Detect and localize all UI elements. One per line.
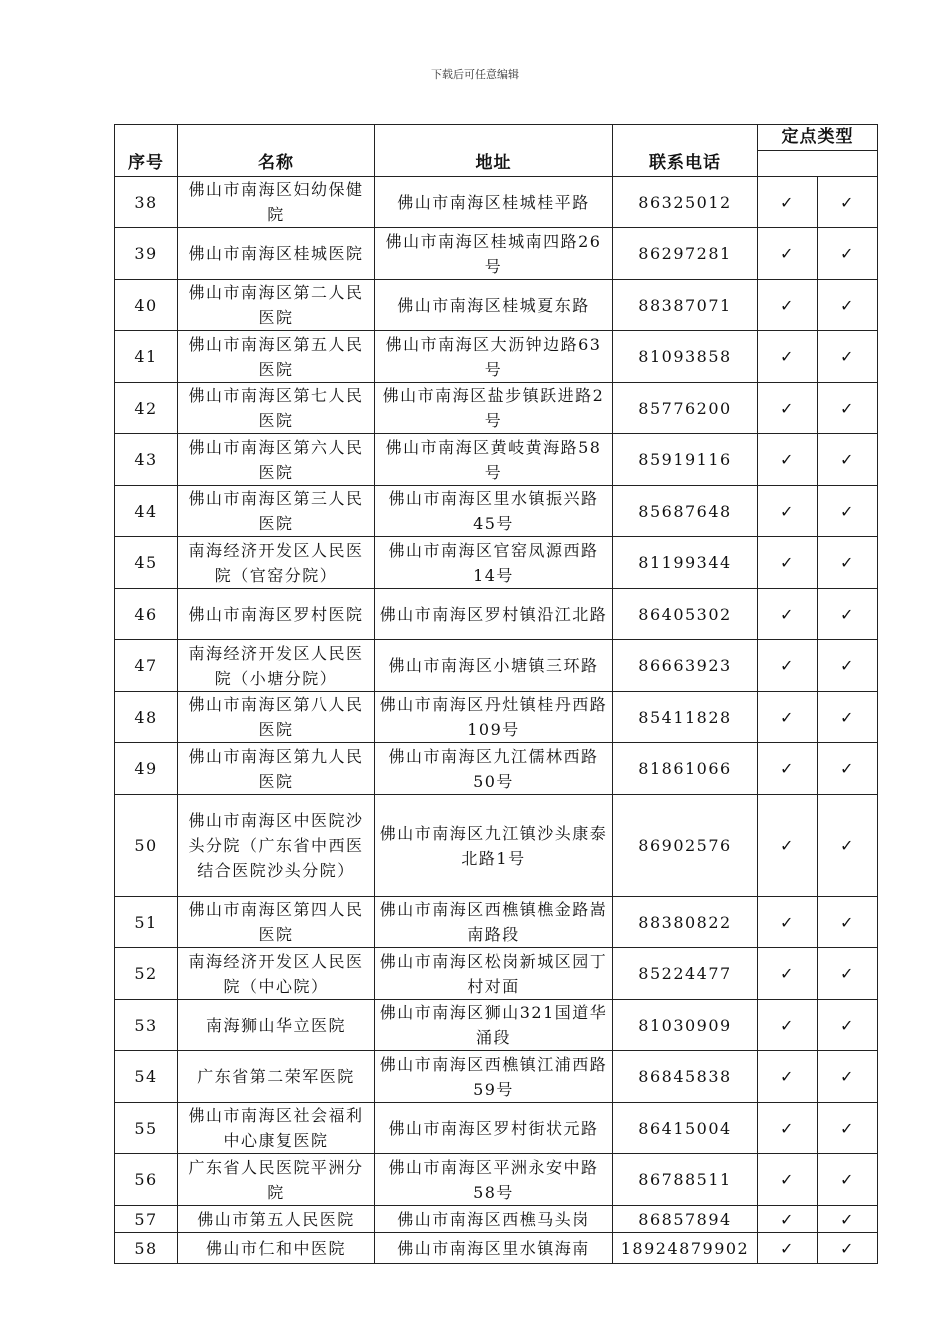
cell-address: 佛山市南海区平洲永安中路58号 bbox=[375, 1154, 613, 1206]
cell-name: 南海经济开发区人民医院（小塘分院） bbox=[178, 640, 375, 692]
check-mark-icon: ✓ bbox=[818, 1206, 878, 1233]
check-mark-icon: ✓ bbox=[818, 434, 878, 486]
cell-phone: 85411828 bbox=[613, 692, 758, 743]
check-mark-icon: ✓ bbox=[758, 1051, 818, 1103]
cell-phone: 81030909 bbox=[613, 1000, 758, 1051]
cell-name: 佛山市仁和中医院 bbox=[178, 1233, 375, 1264]
check-mark-icon: ✓ bbox=[758, 1103, 818, 1154]
table-row bbox=[115, 177, 878, 228]
cell-address: 佛山市南海区桂城桂平路 bbox=[375, 177, 613, 228]
cell-seq: 43 bbox=[115, 434, 178, 486]
cell-name: 佛山市南海区第七人民医院 bbox=[178, 383, 375, 434]
cell-phone: 86663923 bbox=[613, 640, 758, 692]
table-row bbox=[115, 1206, 878, 1233]
cell-seq: 39 bbox=[115, 228, 178, 280]
table-row bbox=[115, 537, 878, 589]
cell-seq: 55 bbox=[115, 1103, 178, 1154]
cell-address: 佛山市南海区里水镇海南 bbox=[375, 1233, 613, 1264]
cell-phone: 85776200 bbox=[613, 383, 758, 434]
check-mark-icon: ✓ bbox=[818, 589, 878, 640]
cell-phone: 81861066 bbox=[613, 743, 758, 795]
cell-seq: 50 bbox=[115, 795, 178, 897]
cell-name: 佛山市南海区罗村医院 bbox=[178, 589, 375, 640]
cell-phone: 86902576 bbox=[613, 795, 758, 897]
check-mark-icon: ✓ bbox=[758, 331, 818, 383]
check-mark-icon: ✓ bbox=[758, 486, 818, 537]
cell-address: 佛山市南海区官窑凤源西路14号 bbox=[375, 537, 613, 589]
cell-name: 佛山市南海区第四人民医院 bbox=[178, 897, 375, 948]
check-mark-icon: ✓ bbox=[758, 1206, 818, 1233]
check-mark-icon: ✓ bbox=[758, 948, 818, 1000]
cell-address: 佛山市南海区罗村镇沿江北路 bbox=[375, 589, 613, 640]
table-row bbox=[115, 331, 878, 383]
check-mark-icon: ✓ bbox=[818, 331, 878, 383]
check-mark-icon: ✓ bbox=[758, 1233, 818, 1264]
check-mark-icon: ✓ bbox=[758, 743, 818, 795]
check-mark-icon: ✓ bbox=[818, 743, 878, 795]
cell-address: 佛山市南海区九江儒林西路50号 bbox=[375, 743, 613, 795]
check-mark-icon: ✓ bbox=[818, 640, 878, 692]
table-row bbox=[115, 692, 878, 743]
page-header: 下载后可任意编辑 bbox=[431, 68, 519, 81]
cell-phone: 86845838 bbox=[613, 1051, 758, 1103]
cell-phone: 81199344 bbox=[613, 537, 758, 589]
table-row bbox=[115, 1233, 878, 1264]
cell-phone: 88380822 bbox=[613, 897, 758, 948]
check-mark-icon: ✓ bbox=[758, 640, 818, 692]
cell-name: 佛山市南海区第八人民医院 bbox=[178, 692, 375, 743]
cell-address: 佛山市南海区狮山321国道华涌段 bbox=[375, 1000, 613, 1051]
header-type-label: 定点类型 bbox=[758, 125, 877, 151]
cell-seq: 42 bbox=[115, 383, 178, 434]
table-row bbox=[115, 383, 878, 434]
table-row bbox=[115, 795, 878, 897]
cell-phone: 18924879902 bbox=[613, 1233, 758, 1264]
cell-name: 佛山市南海区第二人民医院 bbox=[178, 280, 375, 331]
check-mark-icon: ✓ bbox=[818, 948, 878, 1000]
cell-name: 佛山市南海区第三人民医院 bbox=[178, 486, 375, 537]
cell-name: 佛山市第五人民医院 bbox=[178, 1206, 375, 1233]
cell-address: 佛山市南海区九江镇沙头康泰北路1号 bbox=[375, 795, 613, 897]
table-row bbox=[115, 589, 878, 640]
cell-seq: 57 bbox=[115, 1206, 178, 1233]
table-row bbox=[115, 434, 878, 486]
check-mark-icon: ✓ bbox=[818, 1000, 878, 1051]
cell-name: 广东省第二荣军医院 bbox=[178, 1051, 375, 1103]
header-name: 名称 bbox=[178, 125, 375, 177]
cell-address: 佛山市南海区桂城南四路26号 bbox=[375, 228, 613, 280]
cell-seq: 45 bbox=[115, 537, 178, 589]
cell-seq: 56 bbox=[115, 1154, 178, 1206]
check-mark-icon: ✓ bbox=[818, 692, 878, 743]
check-mark-icon: ✓ bbox=[758, 177, 818, 228]
cell-address: 佛山市南海区桂城夏东路 bbox=[375, 280, 613, 331]
check-mark-icon: ✓ bbox=[818, 228, 878, 280]
cell-name: 佛山市南海区第九人民医院 bbox=[178, 743, 375, 795]
cell-seq: 44 bbox=[115, 486, 178, 537]
cell-address: 佛山市南海区松岗新城区园丁村对面 bbox=[375, 948, 613, 1000]
table-row bbox=[115, 486, 878, 537]
cell-name: 南海经济开发区人民医院（中心院） bbox=[178, 948, 375, 1000]
cell-name: 南海经济开发区人民医院（官窑分院） bbox=[178, 537, 375, 589]
check-mark-icon: ✓ bbox=[818, 1051, 878, 1103]
cell-name: 佛山市南海区社会福利中心康复医院 bbox=[178, 1103, 375, 1154]
check-mark-icon: ✓ bbox=[818, 537, 878, 589]
cell-phone: 86415004 bbox=[613, 1103, 758, 1154]
cell-address: 佛山市南海区西樵镇江浦西路59号 bbox=[375, 1051, 613, 1103]
cell-phone: 81093858 bbox=[613, 331, 758, 383]
table-row bbox=[115, 743, 878, 795]
table-row bbox=[115, 280, 878, 331]
check-mark-icon: ✓ bbox=[758, 897, 818, 948]
cell-seq: 51 bbox=[115, 897, 178, 948]
cell-seq: 46 bbox=[115, 589, 178, 640]
cell-name: 佛山市南海区第六人民医院 bbox=[178, 434, 375, 486]
check-mark-icon: ✓ bbox=[758, 795, 818, 897]
cell-seq: 47 bbox=[115, 640, 178, 692]
cell-address: 佛山市南海区丹灶镇桂丹西路109号 bbox=[375, 692, 613, 743]
table-row bbox=[115, 1000, 878, 1051]
check-mark-icon: ✓ bbox=[818, 383, 878, 434]
hospital-table bbox=[114, 124, 878, 1264]
check-mark-icon: ✓ bbox=[758, 537, 818, 589]
cell-name: 佛山市南海区桂城医院 bbox=[178, 228, 375, 280]
cell-seq: 54 bbox=[115, 1051, 178, 1103]
cell-name: 佛山市南海区中医院沙头分院（广东省中西医结合医院沙头分院） bbox=[178, 795, 375, 897]
check-mark-icon: ✓ bbox=[758, 1154, 818, 1206]
check-mark-icon: ✓ bbox=[758, 280, 818, 331]
table-row bbox=[115, 640, 878, 692]
check-mark-icon: ✓ bbox=[758, 434, 818, 486]
cell-seq: 58 bbox=[115, 1233, 178, 1264]
header-address: 地址 bbox=[375, 125, 613, 177]
check-mark-icon: ✓ bbox=[818, 486, 878, 537]
cell-address: 佛山市南海区大沥钟边路63号 bbox=[375, 331, 613, 383]
cell-phone: 86857894 bbox=[613, 1206, 758, 1233]
cell-address: 佛山市南海区西樵镇樵金路嵩南路段 bbox=[375, 897, 613, 948]
table-row bbox=[115, 1103, 878, 1154]
cell-address: 佛山市南海区黄岐黄海路58号 bbox=[375, 434, 613, 486]
cell-seq: 49 bbox=[115, 743, 178, 795]
check-mark-icon: ✓ bbox=[818, 280, 878, 331]
header-seq: 序号 bbox=[115, 125, 178, 177]
cell-address: 佛山市南海区西樵马头岗 bbox=[375, 1206, 613, 1233]
cell-phone: 86297281 bbox=[613, 228, 758, 280]
cell-phone: 86405302 bbox=[613, 589, 758, 640]
cell-seq: 48 bbox=[115, 692, 178, 743]
check-mark-icon: ✓ bbox=[818, 1154, 878, 1206]
cell-seq: 38 bbox=[115, 177, 178, 228]
cell-name: 南海狮山华立医院 bbox=[178, 1000, 375, 1051]
check-mark-icon: ✓ bbox=[758, 589, 818, 640]
check-mark-icon: ✓ bbox=[818, 1103, 878, 1154]
cell-address: 佛山市南海区罗村街状元路 bbox=[375, 1103, 613, 1154]
table-row bbox=[115, 228, 878, 280]
cell-seq: 40 bbox=[115, 280, 178, 331]
cell-seq: 41 bbox=[115, 331, 178, 383]
check-mark-icon: ✓ bbox=[818, 897, 878, 948]
table-header-row bbox=[115, 125, 878, 177]
cell-phone: 86788511 bbox=[613, 1154, 758, 1206]
cell-phone: 86325012 bbox=[613, 177, 758, 228]
check-mark-icon: ✓ bbox=[758, 383, 818, 434]
header-type bbox=[758, 125, 878, 177]
cell-phone: 85224477 bbox=[613, 948, 758, 1000]
check-mark-icon: ✓ bbox=[818, 1233, 878, 1264]
cell-address: 佛山市南海区小塘镇三环路 bbox=[375, 640, 613, 692]
check-mark-icon: ✓ bbox=[818, 177, 878, 228]
check-mark-icon: ✓ bbox=[758, 1000, 818, 1051]
table-row bbox=[115, 1154, 878, 1206]
table-row bbox=[115, 897, 878, 948]
cell-address: 佛山市南海区里水镇振兴路45号 bbox=[375, 486, 613, 537]
header-phone: 联系电话 bbox=[613, 125, 758, 177]
cell-phone: 88387071 bbox=[613, 280, 758, 331]
cell-seq: 53 bbox=[115, 1000, 178, 1051]
cell-name: 佛山市南海区第五人民医院 bbox=[178, 331, 375, 383]
cell-phone: 85687648 bbox=[613, 486, 758, 537]
cell-address: 佛山市南海区盐步镇跃进路2号 bbox=[375, 383, 613, 434]
check-mark-icon: ✓ bbox=[818, 795, 878, 897]
table-row bbox=[115, 948, 878, 1000]
cell-name: 广东省人民医院平洲分院 bbox=[178, 1154, 375, 1206]
table-row bbox=[115, 1051, 878, 1103]
cell-name: 佛山市南海区妇幼保健院 bbox=[178, 177, 375, 228]
cell-seq: 52 bbox=[115, 948, 178, 1000]
check-mark-icon: ✓ bbox=[758, 692, 818, 743]
cell-phone: 85919116 bbox=[613, 434, 758, 486]
check-mark-icon: ✓ bbox=[758, 228, 818, 280]
